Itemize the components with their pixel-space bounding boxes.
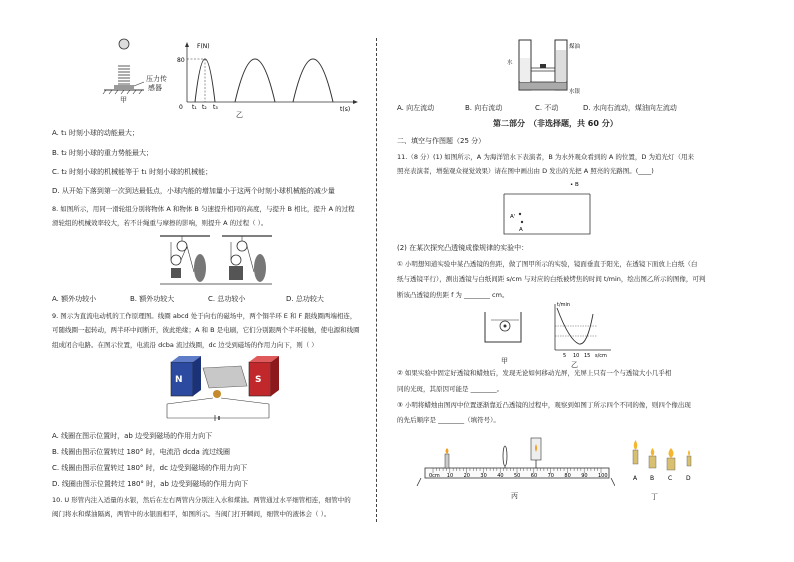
optical-bench-figure (415, 432, 615, 488)
q9-line-1: 9. 图示为直流电动机的工作原理图。线圈 abcd 处于向右的磁场中，两个铜半环 E 和 F 跟线圈两端相连， (52, 312, 357, 320)
ruler-label: 70 (547, 473, 554, 479)
graph-t1: t₁ (192, 104, 197, 111)
part2-title: 第二部分 （非选择题，共 60 分） (493, 119, 618, 128)
pool-label-a: A (519, 227, 523, 233)
q8-option-d: D. 总功较大 (286, 295, 324, 303)
ruler-label: 60 (530, 473, 538, 479)
q10-option-c: C. 不动 (535, 104, 559, 112)
graph-xlabel: t(s) (340, 106, 351, 112)
graph-tick-10: 10 (573, 353, 580, 359)
svg-text:S: S (255, 375, 262, 385)
column-divider (376, 38, 377, 522)
q8-option-b: B. 额外功较大 (130, 295, 175, 303)
graph-origin: 0 (179, 104, 183, 111)
svg-text:N: N (175, 375, 183, 385)
fig-yi-right: 乙 (571, 361, 578, 369)
q11-2c-line-2: 的先后顺序是 ________（填符号）。 (397, 416, 500, 424)
pool-label-aprime: A' (510, 214, 516, 220)
q8-line-2: 滑轮组的机械效率较大，若不计绳重与摩擦的影响，则提升 A 的过程（ ）。 (52, 219, 268, 227)
ruler-label: 30 (480, 473, 487, 479)
graph-ylabel: F(N) (197, 43, 210, 50)
ball (119, 39, 129, 49)
left-column (40, 0, 370, 562)
u-tube-figure (505, 38, 605, 96)
fig-bing: 丙 (511, 492, 518, 500)
section2-title: 二、填空与作图题（25 分） (397, 137, 486, 145)
q11-2-intro: (2) 在某次探究凸透镜成像规律的实验中： (397, 244, 529, 252)
sensor-block (114, 85, 134, 89)
ruler-label: 0cm (429, 473, 440, 479)
q9-option-b: B. 线圈由图示位置转过 180° 时，电流沿 dcda 流过线圈 (52, 448, 231, 456)
candle-label-d: D (686, 475, 691, 482)
q10-option-d: D. 水向右流动，煤油向左流动 (583, 104, 677, 112)
q9-option-d: D. 线圈由图示位置转过 180° 时，ab 边受到磁场的作用力向下 (52, 480, 249, 488)
q9-option-a: A. 线圈在图示位置时，ab 边受到磁场的作用力向下 (52, 432, 213, 440)
q11-2a-line-3: 断该凸透镜的焦距 f 为 ________ cm。 (397, 291, 509, 299)
q9-line-3: 组成闭合电路。在图示位置，电流沿 dcba 流过线圈，dc 边受到磁场的作用力向下，则（ ） (52, 341, 318, 349)
q10-line-1: 10. U 形管内注入适量的水银，然后在左右两管内分别注入水和煤油。两管通过水平细管相连，细管中的 (52, 496, 351, 504)
q10-line-2: 阀门将水和煤油隔离，两管中的水银面相平，如图所示。当阀门打开瞬间，细管中的液体会（ ）。 (52, 510, 331, 518)
ruler-label: 90 (581, 473, 588, 479)
ruler-label: 10 (446, 473, 454, 479)
tube-label-water: 水 (507, 60, 513, 66)
motor-figure (165, 356, 285, 424)
ruler-label: 80 (564, 473, 571, 479)
lens-sun-figure (483, 308, 523, 346)
q11-2a-line-1: ① 小明想知道实验中某凸透镜的焦距，做了图甲所示的实验，镜面垂直于阳光，在透镜下面放上白纸（白 (397, 260, 698, 268)
tube-label-oil: 煤油 (569, 44, 581, 50)
ruler-label: 100 (598, 473, 608, 479)
fig-jia-right: 甲 (501, 357, 508, 365)
right-column (385, 0, 755, 562)
ruler-label: 50 (514, 473, 521, 479)
spring (118, 66, 130, 84)
graph-t2: t₂ (202, 104, 207, 111)
q9-option-c: C. 线圈由图示位置转过 180° 时，dc 边受到磁场的作用力向下 (52, 464, 248, 472)
candle-label-a: A (633, 475, 638, 482)
q7-option-b: B. t₂ 时刻小球的重力势能最大； (52, 149, 154, 157)
q11-2b-line-2: 同的光斑，其原因可能是 ________。 (397, 385, 504, 393)
graph-t-label: t/min (557, 302, 571, 308)
force-curve (195, 59, 333, 102)
ruler-label: 20 (463, 473, 470, 479)
q11-line-1: 11.（8 分）(1) 如图所示，A 为海洋馆水下表演者，B 为水外观众看到的 A 的位置，D 为追光灯（用来 (397, 153, 695, 161)
graph-s-label: s/cm (595, 353, 607, 359)
q8-line-1: 8. 如图所示，用同一滑轮组分别将物体 A 和物体 B 匀速提升相同的高度，与提升 B 相比，提升 A 的过程 (52, 205, 355, 213)
q11-line-2: 照亮表演者，增强观众视觉效果）请在图中画出由 D 发出的光把 A 照亮的光路图。(____) (397, 167, 654, 175)
q11-2a-line-2: 纸与透镜平行），测出透镜与白纸间距 s/cm 与对应的白纸被烤焦的时间 t/min，绘出图乙所示的图像，可判 (397, 275, 706, 283)
candle-images-figure (629, 430, 699, 484)
sensor-label-1: 压力传 (146, 75, 167, 83)
ruler-label: 40 (497, 473, 504, 479)
q10-option-a: A. 向左流动 (397, 104, 435, 112)
q7-option-d: D. 从开始下落到第一次到达最低点，小球内能的增加量小于这两个时刻小球机械能的减少量 (52, 187, 335, 195)
q7-option-a: A. t₁ 时刻小球的动能最大； (52, 129, 139, 137)
graph-tick-15: 15 (584, 353, 591, 359)
fig-ding: 丁 (651, 493, 658, 501)
candle-label-b: B (650, 475, 655, 482)
force-time-graph (175, 40, 360, 112)
tube-label-mercury: 水银 (569, 89, 581, 95)
pool-label-b: • B (570, 182, 579, 188)
fig-jia-label: 甲 (120, 96, 127, 104)
q8-option-c: C. 总功较小 (208, 295, 246, 303)
candle-label-c: C (668, 475, 673, 482)
q11-2c-line-1: ③ 小明将蜡烛由图丙中位置逐渐靠近凸透镜的过程中，观察到如图丁所示四个不同的像，则四个像出现 (397, 401, 691, 409)
graph-tick-5: 5 (563, 353, 567, 359)
q9-line-2: 可随线圈一起转动，两半环中间断开，彼此绝缘；A 和 B 是电刷，它们分别跟两个半环接触，使电源和线圈 (52, 326, 360, 334)
q10-option-b: B. 向右流动 (465, 104, 503, 112)
q11-2b-line-1: ② 如果实验中固定好透镜和蜡烛后，发现无论如何移动光屏，光屏上只有一个与透镜大小几乎相 (397, 369, 672, 377)
pool-figure (500, 178, 600, 238)
fig-yi-label: 乙 (236, 111, 243, 119)
graph-t3: t₃ (213, 104, 218, 111)
sensor-label-2: 感器 (148, 84, 162, 92)
q7-option-c: C. t₂ 时刻小球的机械能等于 t₁ 时刻小球的机械能； (52, 168, 213, 176)
q8-option-a: A. 额外功较小 (52, 295, 97, 303)
pulley-figure (160, 232, 280, 292)
graph-y80: 80 (177, 57, 185, 64)
time-distance-graph (547, 300, 615, 362)
